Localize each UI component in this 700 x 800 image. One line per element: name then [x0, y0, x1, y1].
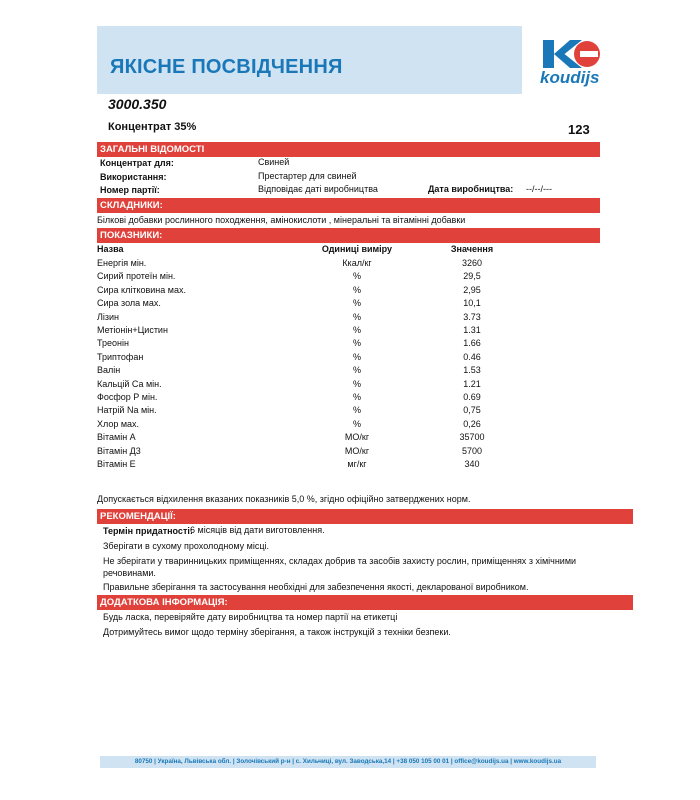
shelf-life-label: Термін придатності:	[103, 526, 193, 536]
indicator-value: 0.46	[463, 351, 481, 362]
indicator-name: Валін	[97, 365, 121, 376]
tolerance-note: Допускається відхилення вказаних показників 5,0 %, згідно офіційно затверджених норм.	[97, 494, 471, 504]
indicator-name: Сира зола мах.	[97, 298, 161, 309]
ingredients-text: Білкові добавки рослинного походження, амінокислоти , мінеральні та вітамінні добавки	[97, 215, 466, 225]
indicator-value: 0.69	[463, 392, 481, 402]
indicator-name: Кальцій Са мін.	[97, 378, 162, 389]
indicator-row	[97, 270, 577, 283]
indicator-row	[97, 445, 577, 458]
section-additional-header: ДОДАТКОВА ІНФОРМАЦІЯ:	[97, 595, 633, 610]
indicator-unit: МО/кг	[344, 432, 370, 443]
indicator-unit: %	[352, 351, 361, 362]
indicator-value: 3260	[461, 258, 483, 268]
footer-contacts: 80750 | Україна, Львівська обл. | Золочівський р-н | с. Хильчиці, вул. Заводська,14 | +38 050 105 00 01 | office@koudijs.ua | www.koudijs.ua	[100, 756, 596, 768]
indicator-name: Лізин	[97, 311, 120, 322]
indicator-value: 29,5	[463, 271, 481, 282]
indicator-row	[97, 311, 577, 324]
indicator-name: Триптофан	[97, 351, 144, 362]
storage-line-1: Зберігати в сухому прохолодному місці.	[103, 541, 270, 551]
section-general-header: ЗАГАЛЬНІ ВІДОМОСТІ	[97, 142, 600, 157]
section-indicators-header: ПОКАЗНИКИ:	[97, 228, 600, 243]
indicators-column-headers	[97, 243, 577, 256]
indicator-unit: %	[352, 365, 361, 376]
indicator-value: 10,1	[463, 298, 481, 309]
indicator-name: Вітамін Д3	[97, 445, 141, 456]
indicator-unit: %	[352, 271, 361, 282]
indicator-value: 3.73	[463, 311, 481, 322]
indicator-row	[97, 418, 577, 431]
indicator-unit: %	[352, 378, 361, 389]
document-title: ЯКІСНЕ ПОСВІДЧЕННЯ	[110, 56, 343, 78]
indicator-value: 1.21	[463, 378, 481, 389]
indicator-row	[97, 364, 577, 377]
indicator-name: Вітамін А	[97, 432, 136, 443]
indicator-unit: %	[352, 418, 361, 429]
indicator-unit: %	[352, 405, 361, 416]
indicator-unit: %	[352, 298, 361, 309]
indicator-unit: %	[352, 325, 361, 335]
indicator-unit: Ккал/кг	[342, 258, 372, 268]
indicator-name: Натрій Na мін.	[97, 405, 157, 416]
section-recommendations-header: РЕКОМЕНДАЦІЇ:	[97, 509, 633, 524]
product-code: 3000.350	[108, 96, 167, 112]
additional-line-1: Будь ласка, перевіряйте дату виробництва та номер партії на етикетці	[103, 612, 398, 622]
storage-line-2b: речовинами.	[103, 568, 156, 578]
indicator-row	[97, 257, 577, 270]
logo-wordmark: koudijs	[540, 68, 600, 87]
batch-value: Відповідає даті виробництва	[258, 184, 378, 194]
indicator-row	[97, 404, 577, 417]
concentrate-value: Свиней	[258, 157, 290, 167]
production-date-value: --/--/---	[526, 184, 552, 194]
indicator-row	[97, 391, 577, 404]
indicator-row	[97, 337, 577, 350]
batch-label: Номер партії:	[100, 185, 160, 195]
indicator-row	[97, 351, 577, 364]
indicator-row	[97, 378, 577, 391]
indicator-unit: %	[352, 311, 361, 322]
product-name: Концентрат 35%	[108, 121, 197, 133]
storage-line-3: Правильне зберігання та застосування необхідні для забезпечення якості, декларованої виробником.	[103, 582, 529, 592]
indicator-row	[97, 284, 577, 297]
indicator-name: Треонін	[97, 338, 129, 349]
product-number: 123	[568, 122, 590, 137]
indicator-name: Енергія мін.	[97, 258, 147, 268]
indicator-value: 1.66	[463, 338, 481, 349]
indicator-row	[97, 297, 577, 310]
indicator-unit: мг/кг	[347, 459, 367, 469]
shelf-life-value: 6 місяців від дати виготовлення.	[190, 525, 325, 535]
indicator-row	[97, 431, 577, 444]
section-ingredients-header: СКЛАДНИКИ:	[97, 198, 600, 213]
indicator-value: 340	[464, 459, 480, 469]
indicator-name: Фосфор Р мін.	[97, 392, 158, 402]
concentrate-label: Концентрат для:	[100, 158, 174, 168]
col-name: Назва	[97, 244, 124, 254]
indicator-value: 0,75	[463, 405, 481, 416]
indicator-unit: %	[352, 338, 361, 349]
indicator-name: Вітамін Е	[97, 459, 136, 469]
col-value: Значення	[450, 244, 494, 254]
indicator-value: 5700	[461, 445, 483, 456]
indicator-row	[97, 458, 577, 471]
indicator-name: Метіонін+Цистин	[97, 325, 168, 335]
indicator-unit: %	[352, 284, 361, 295]
indicator-value: 1.53	[463, 365, 481, 376]
indicator-name: Сира клітковина мах.	[97, 284, 186, 295]
indicator-name: Хлор мах.	[97, 418, 140, 429]
storage-line-2a: Не зберігати у тваринницьких приміщеннях, складах добрив та засобів захисту рослин, приміщеннях з хімічними	[103, 556, 577, 566]
indicator-unit: %	[352, 392, 361, 402]
usage-value: Престартер для свиней	[258, 171, 357, 181]
indicator-value: 0,26	[463, 418, 481, 429]
indicator-name: Сирий протеїн мін.	[97, 271, 176, 282]
usage-label: Використання:	[100, 172, 167, 182]
additional-line-2: Дотримуйтесь вимог щодо терміну зберігання, а також інструкцій з техніки безпеки.	[103, 627, 451, 637]
indicator-value: 2,95	[463, 284, 481, 295]
production-date-label: Дата виробництва:	[428, 184, 514, 194]
col-unit: Одиниці виміру	[321, 244, 393, 254]
indicator-unit: МО/кг	[344, 445, 370, 456]
indicator-row	[97, 324, 577, 337]
indicator-value: 1.31	[463, 325, 481, 335]
indicator-value: 35700	[459, 432, 485, 443]
